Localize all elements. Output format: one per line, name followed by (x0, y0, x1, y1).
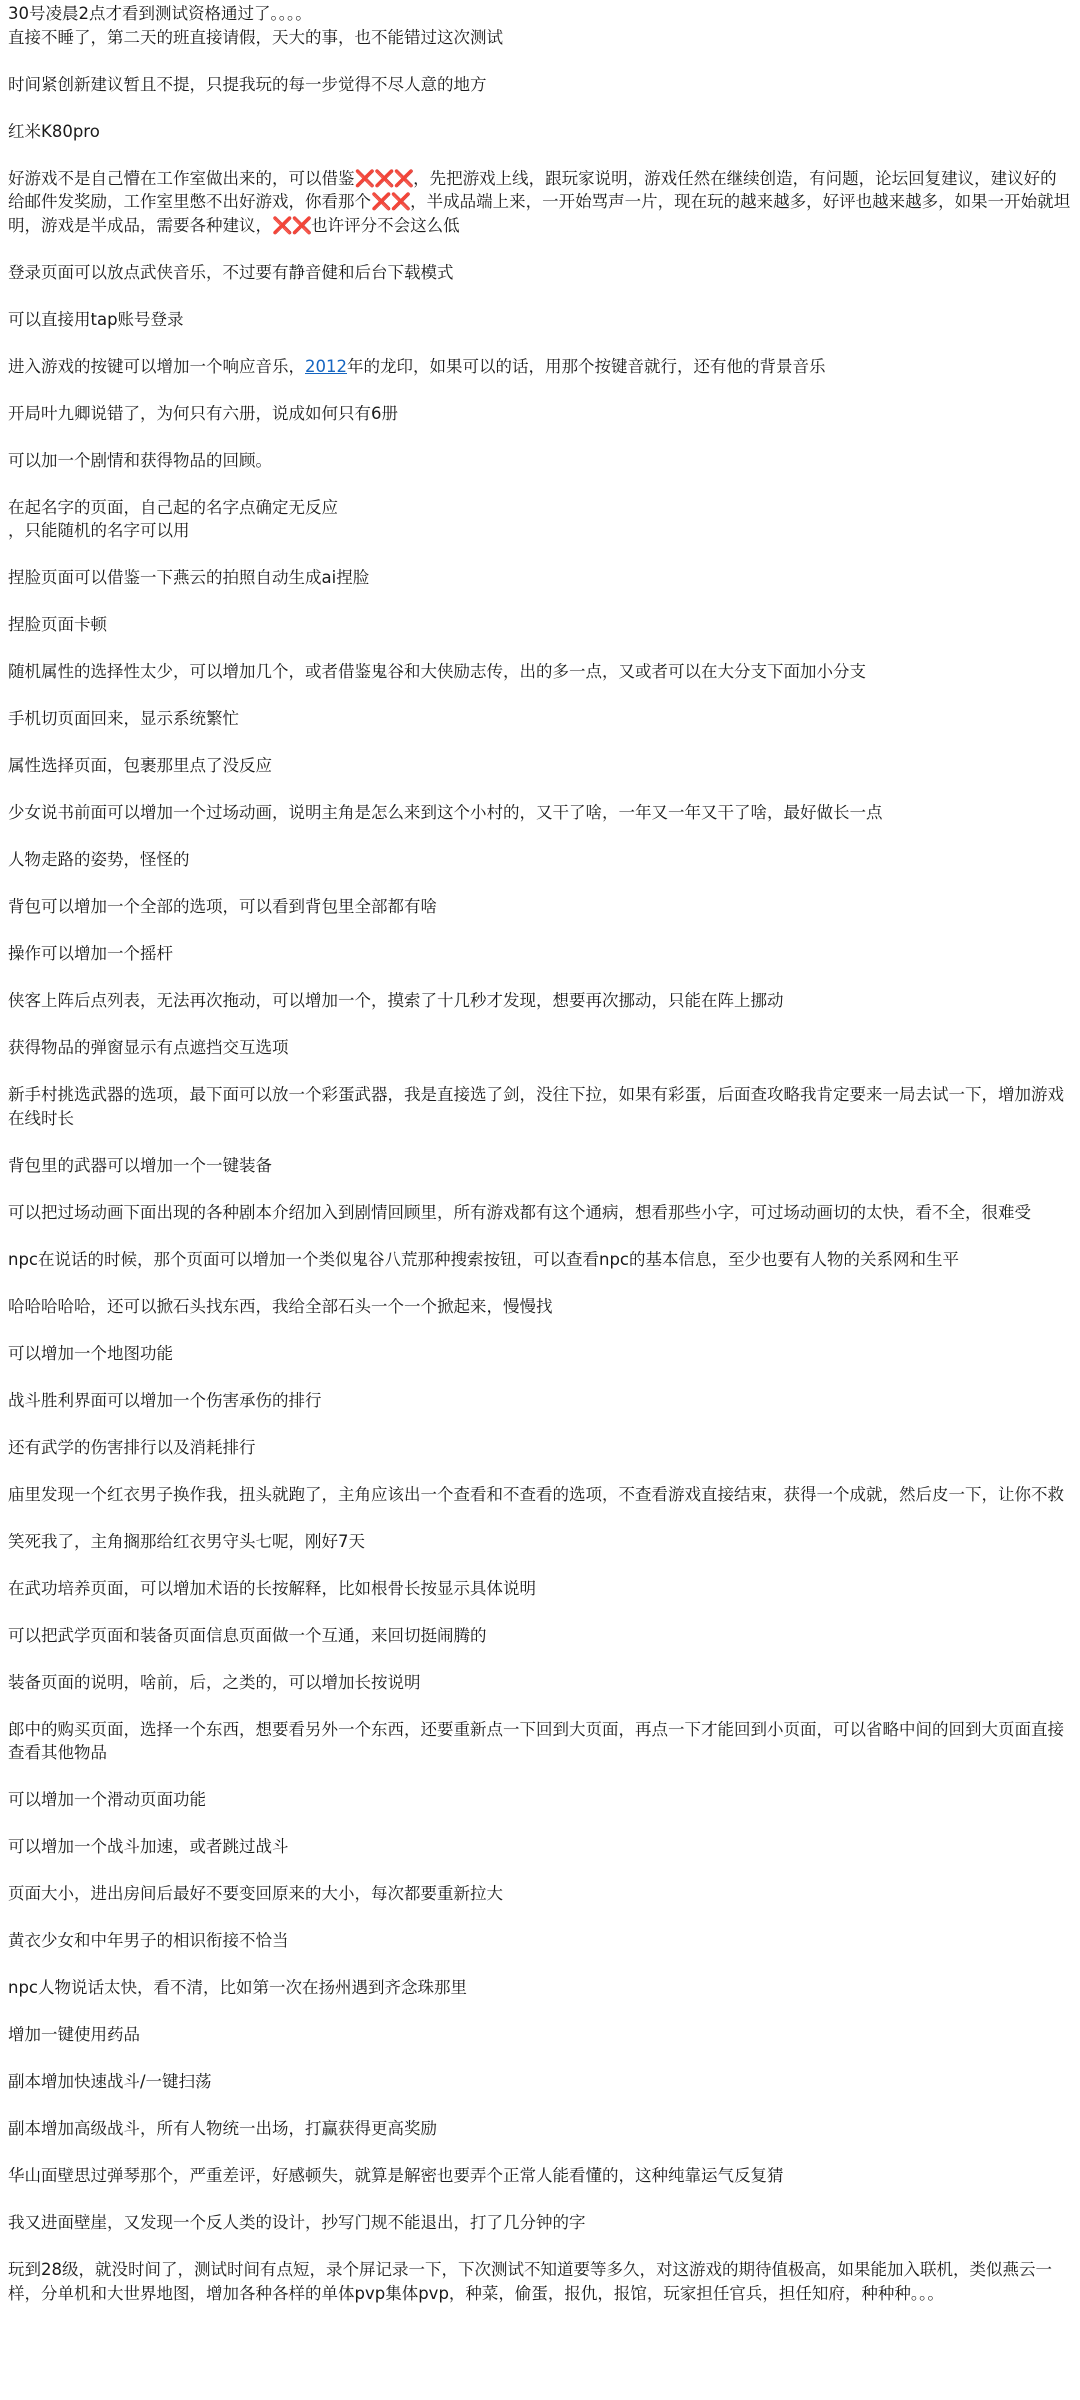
paragraph (8, 1248, 1072, 1272)
text-line: 笑死我了，主角搁那给红衣男守头七呢，刚好7天 (8, 1531, 365, 1551)
text-segment: 也许评分不会这么低 (311, 215, 460, 235)
paragraph (8, 2023, 1072, 2047)
text-line: 战斗胜利界面可以增加一个伤害承伤的排行 (8, 1390, 322, 1410)
text-line: 页面大小，进出房间后最好不要变回原来的大小，每次都要重新拉大 (8, 1884, 503, 1903)
text-line: 时间紧创新建议暂且不提，只提我玩的每一步觉得不尽人意的地方 (8, 74, 487, 94)
paragraph (8, 707, 1072, 731)
text-line: 还有武学的伤害排行以及消耗排行 (8, 1437, 256, 1457)
paragraph (8, 1671, 1072, 1695)
year-link[interactable]: 2012 (305, 356, 347, 376)
text-line: 背包可以增加一个全部的选项，可以看到背包里全部都有啥 (8, 897, 437, 916)
cross-mark-icon: ❌❌ (272, 215, 312, 235)
paragraph (8, 989, 1072, 1013)
paragraph (8, 402, 1072, 426)
paragraph (8, 1154, 1072, 1178)
text-line: 玩到28级，就没时间了，测试时间有点短，录个屏记录一下，下次测试不知道要等多久，对这游戏的期待值极高，如果能加入联机，类似燕云一样，分单机和大世界地图，增加各种各样的单体pvp集体pvp，种菜，偷蛋，报仇，报馆，玩家担任官兵，担任知府，种种种。。。 (8, 2260, 1052, 2303)
text-line: 郎中的购买页面，选择一个东西，想要看另外一个东西，还要重新点一下回到大页面，再点一下才能回到小页面，可以省略中间的回到大页面直接查看其他物品 (8, 1719, 1064, 1762)
text-line: 可以把过场动画下面出现的各种剧本介绍加入到剧情回顾里，所有游戏都有这个通病，想看那些小字，可过场动画切的太快，看不全，很难受 (8, 1202, 1031, 1222)
text-segment: 好游戏不是自己懵在工作室做出来的，可以借鉴 (8, 168, 355, 188)
paragraph (8, 895, 1072, 919)
paragraph (8, 1483, 1072, 1507)
paragraph (8, 1036, 1072, 1060)
text-line: 捏脸页面可以借鉴一下燕云的拍照自动生成ai捏脸 (8, 568, 370, 587)
paragraph (8, 1530, 1072, 1554)
text-line: 可以直接用tap账号登录 (8, 309, 184, 329)
text-line: 可以增加一个战斗加速，或者跳过战斗 (8, 1837, 289, 1856)
text-line: 直接不睡了，第二天的班直接请假，天大的事，也不能错过这次测试 (8, 27, 503, 47)
text-line: 30号凌晨2点才看到测试资格通过了。。。。 (8, 4, 312, 23)
text-line: npc在说话的时候，那个页面可以增加一个类似鬼谷八荒那种搜索按钮，可以查看npc的基本信息，至少也要有人物的关系网和生平 (8, 1249, 960, 1269)
text-segment: ，半成品端上来，一开始骂声一片，现在玩的越来越多，好评也越来越多，如果一开始就坦明，游戏是半成品，需要各种建议， (8, 192, 1071, 235)
paragraph (8, 2, 1072, 49)
text-line: 登录页面可以放点武侠音乐，不过要有静音健和后台下载模式 (8, 262, 454, 282)
text-line: 背包里的武器可以增加一个一键装备 (8, 1155, 272, 1175)
paragraph (8, 1624, 1072, 1648)
text-line: 可以增加一个滑动页面功能 (8, 1790, 206, 1809)
text-line: 副本增加快速战斗/一键扫荡 (8, 2072, 212, 2091)
paragraph (8, 1976, 1072, 2000)
text-line: 人物走路的姿势，怪怪的 (8, 850, 190, 869)
paragraph (8, 801, 1072, 825)
text-line: 少女说书前面可以增加一个过场动画，说明主角是怎么来到这个小村的，又干了啥，一年又一年又干了啥，最好做长一点 (8, 803, 883, 822)
text-line: 装备页面的说明，啥前，后，之类的，可以增加长按说明 (8, 1672, 421, 1692)
paragraph (8, 1436, 1072, 1460)
text-line: 属性选择页面，包裹那里点了没反应 (8, 756, 272, 775)
paragraph (8, 261, 1072, 285)
paragraph (8, 2258, 1072, 2305)
text-line: 在武功培养页面，可以增加术语的长按解释，比如根骨长按显示具体说明 (8, 1578, 536, 1598)
paragraph (8, 167, 1072, 238)
paragraph (8, 308, 1072, 332)
paragraph (8, 1201, 1072, 1225)
paragraph (8, 1788, 1072, 1812)
text-line: npc人物说话太快，看不清，比如第一次在扬州遇到齐念珠那里 (8, 1978, 468, 1997)
paragraph (8, 613, 1072, 637)
paragraph (8, 566, 1072, 590)
text-line: 黄衣少女和中年男子的相识衔接不恰当 (8, 1931, 289, 1950)
paragraph (8, 355, 1072, 379)
text-line: 可以加一个剧情和获得物品的回顾。 (8, 450, 272, 470)
text-line: 副本增加高级战斗，所有人物统一出场，打赢获得更高奖励 (8, 2119, 437, 2138)
cross-mark-icon: ❌❌ (371, 192, 411, 211)
paragraph (8, 120, 1072, 144)
text-segment: ，先把游戏上线，跟玩家说明，游戏任然在继续创造，有问题，论坛回复建议，建议好的给邮件发奖励，工作室里憋不出好游戏，你看那个 (8, 168, 1057, 211)
text-line: 手机切页面回来，显示系统繁忙 (8, 709, 239, 728)
paragraph (8, 754, 1072, 778)
paragraph (8, 1389, 1072, 1413)
paragraph (8, 73, 1072, 97)
text-line: 获得物品的弹窗显示有点遮挡交互选项 (8, 1038, 289, 1057)
paragraph (8, 2070, 1072, 2094)
paragraph (8, 1929, 1072, 1953)
paragraph (8, 1295, 1072, 1319)
paragraph (8, 1835, 1072, 1859)
paragraph (8, 2117, 1072, 2141)
paragraph (8, 1083, 1072, 1130)
paragraph (8, 449, 1072, 473)
text-line: 庙里发现一个红衣男子换作我，扭头就跑了，主角应该出一个查看和不查看的选项，不查看游戏直接结束，获得一个成就，然后皮一下，让你不救 (8, 1484, 1064, 1504)
paragraph (8, 1342, 1072, 1366)
paragraph (8, 942, 1072, 966)
paragraph (8, 496, 1072, 543)
text-line: 开局叶九卿说错了，为何只有六册，说成如何只有6册 (8, 403, 398, 423)
paragraph (8, 2164, 1072, 2188)
text-line: 增加一键使用药品 (8, 2025, 140, 2044)
text-line: 在起名字的页面，自己起的名字点确定无反应 (8, 497, 338, 517)
paragraph (8, 2211, 1072, 2235)
text-line: ，只能随机的名字可以用 (8, 521, 190, 540)
text-line: 操作可以增加一个摇杆 (8, 944, 173, 963)
text-line: 新手村挑选武器的选项，最下面可以放一个彩蛋武器，我是直接选了剑，没往下拉，如果有彩蛋，后面查攻略我肯定要来一局去试一下，增加游戏在线时长 (8, 1085, 1064, 1128)
paragraph (8, 1718, 1072, 1765)
text-line: 华山面壁思过弹琴那个，严重差评，好感顿失，就算是解密也要弄个正常人能看懂的，这种纯靠运气反复猜 (8, 2166, 784, 2185)
text-segment: 年的龙印，如果可以的话，用那个按键音就行，还有他的背景音乐 (347, 356, 826, 376)
text-line: 哈哈哈哈哈，还可以掀石头找东西，我给全部石头一个一个掀起来，慢慢找 (8, 1296, 553, 1316)
text-line: 侠客上阵后点列表，无法再次拖动，可以增加一个，摸索了十几秒才发现，想要再次挪动，只能在阵上挪动 (8, 991, 784, 1010)
paragraph (8, 848, 1072, 872)
text-line: 可以增加一个地图功能 (8, 1343, 173, 1363)
text-line: 红米K80pro (8, 121, 100, 141)
paragraph (8, 1882, 1072, 1906)
text-line: 随机属性的选择性太少，可以增加几个，或者借鉴鬼谷和大侠励志传，出的多一点，又或者可以在大分支下面加小分支 (8, 662, 866, 681)
paragraph (8, 1577, 1072, 1601)
text-line: 捏脸页面卡顿 (8, 615, 107, 634)
text-line: 可以把武学页面和装备页面信息页面做一个互通，来回切挺闹腾的 (8, 1625, 487, 1645)
text-line: 我又进面壁崖，又发现一个反人类的设计，抄写门规不能退出，打了几分钟的字 (8, 2213, 586, 2232)
paragraph (8, 660, 1072, 684)
cross-mark-icon: ❌❌❌ (354, 168, 414, 188)
text-segment: 进入游戏的按键可以增加一个响应音乐， (8, 356, 305, 376)
